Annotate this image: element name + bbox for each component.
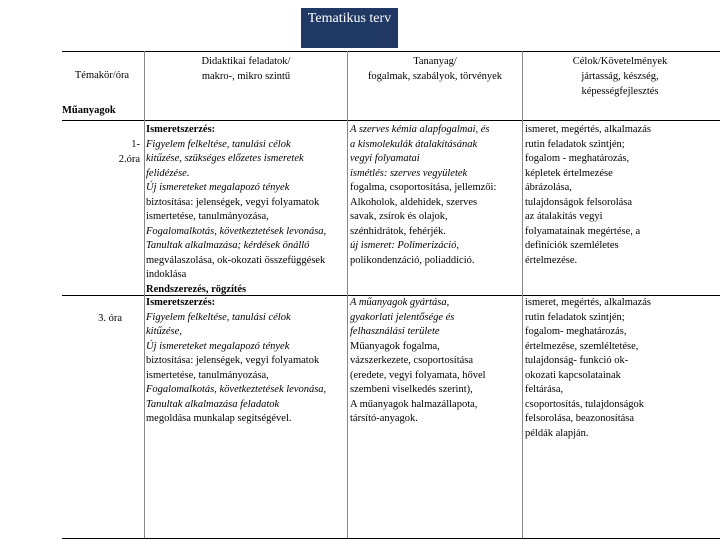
task-line: Figyelem felkeltése, tanulási célok (146, 311, 291, 323)
goal-line: fogalom- meghatározás, (525, 326, 627, 337)
material-line: fogalma, csoportosítása, jellemzői: (350, 182, 497, 193)
material-line: felhasználási területe (350, 326, 440, 337)
row1-hours (60, 138, 140, 167)
goal-line: feltárása, (525, 384, 564, 395)
row2-hours-a: 3. óra (98, 313, 122, 324)
task-line: kitűzése, szükséges előzetes ismeretek (146, 153, 304, 164)
goal-line: értelmezése. (525, 254, 578, 266)
material-line: vázszerkezete, csoportosítása (350, 355, 474, 366)
material-line: gyakorlati jelentősége és (350, 311, 455, 323)
goal-line: ábrázolása, (525, 182, 572, 193)
material-line: társító-anyagok. (350, 413, 418, 424)
goal-line: csoportosítás, tulajdonságok (525, 398, 644, 410)
material-line: (eredete, vegyi folyamata, hővel (350, 369, 486, 381)
task-line: indoklása (146, 269, 187, 280)
goal-line: rutin feladatok szintjén; (525, 138, 625, 150)
task-line: megválaszolása, ok-okozati összefüggések (146, 254, 326, 266)
goal-line: ismeret, megértés, alkalmazás (525, 297, 651, 308)
goal-line: képletek értelmezése (525, 167, 613, 179)
task-line: megoldása munkalap segítségével. (146, 413, 292, 424)
material-line: savak, zsírok és olajok, (350, 211, 448, 222)
task-line: felidézése. (146, 167, 190, 179)
row1-tasks (146, 123, 346, 297)
task-line: Fogalomalkotás, következtetések levonása, (146, 225, 327, 237)
goal-line: tulajdonságok felsorolása (525, 196, 633, 208)
task-line: ismertetése, tanulmányozása, (146, 211, 269, 222)
task-line: biztosítása: jelenségek, vegyi folyamatok (146, 196, 320, 208)
task-line: Tanultak alkalmazása feladatok (146, 398, 280, 410)
task-line: ismertetése, tanulmányozása, (146, 369, 269, 381)
goal-line: tulajdonság- funkció ok- (525, 355, 629, 366)
task-line: Figyelem felkeltése, tanulási célok (146, 138, 291, 150)
row2-material (350, 296, 522, 427)
task-line: Új ismereteket megalapozó tények (146, 182, 290, 193)
material-line: a kismolekulák átalakításának (350, 138, 478, 150)
task-line: Új ismereteket megalapozó tények (146, 340, 290, 352)
header-topic-hours: Témakör/óra (74, 70, 130, 81)
header-didactic-title: Didaktikai feladatok/ (201, 56, 291, 67)
task-line: Ismeretszerzés: (146, 124, 216, 135)
header-goals (525, 54, 715, 99)
goal-line: felsorolása, beazonosítása (525, 413, 635, 424)
goal-line: folyamatainak megértése, a (525, 225, 641, 237)
task-line: Rendszerezés, rögzítés (146, 283, 247, 295)
material-line: ismétlés: szerves vegyületek (350, 167, 468, 179)
goal-line: rutin feladatok szintjén; (525, 311, 625, 323)
goal-line: ismeret, megértés, alkalmazás (525, 124, 651, 135)
row1-hours-b: 2.óra (118, 153, 140, 165)
column-divider-3 (522, 51, 523, 538)
column-divider-2 (347, 51, 348, 538)
table-top-border (62, 51, 720, 52)
table-header-divider (62, 120, 720, 121)
header-material-sub: fogalmak, szabályok, törvények (367, 71, 503, 82)
material-line: A műanyagok halmazállapota, (350, 398, 478, 410)
table-bottom-border (62, 538, 720, 539)
header-goals-title: Célok/Követelmények (572, 56, 668, 67)
topic-label: Műanyagok (62, 105, 116, 116)
header-goals-sub1: jártasság, készség, (581, 71, 659, 82)
row2-tasks (146, 296, 346, 427)
task-line: kitűzése, (146, 326, 182, 337)
task-line: Fogalomalkotás, következtetések levonása, (146, 384, 327, 395)
task-line: Ismeretszerzés: (146, 297, 216, 308)
header-didactic-tasks (148, 54, 344, 84)
goal-line: fogalom - meghatározás, (525, 153, 630, 164)
goal-line: értelmezése, szemléltetése, (525, 340, 639, 352)
column-divider-1 (144, 51, 145, 538)
material-line: Alkoholok, aldehidek, szerves (350, 196, 478, 208)
material-line: szénhidrátok, fehérjék. (350, 225, 446, 237)
header-material (350, 54, 520, 84)
material-line: vegyi folyamatai (350, 153, 420, 164)
goal-line: az átalakítás vegyi (525, 211, 603, 222)
task-line: Tanultak alkalmazása; kérdések önálló (146, 240, 310, 251)
row2-hours (60, 312, 122, 327)
material-line: A szerves kémia alapfogalmai, és (350, 124, 490, 135)
row1-material (350, 123, 522, 268)
material-line: A műanyagok gyártása, (350, 297, 450, 308)
header-didactic-sub: makro-, mikro szintű (201, 71, 291, 82)
row1-hours-a: 1- (131, 139, 140, 150)
header-goals-sub2: képességfejlesztés (581, 86, 659, 97)
material-line: Műanyagok fogalma, (350, 340, 440, 352)
row2-goals (525, 296, 719, 441)
material-line: szembeni viselkedés szerint), (350, 384, 473, 395)
material-line: új ismeret: Polimerizáció, (350, 240, 459, 251)
goal-line: okozati kapcsolatainak (525, 369, 621, 381)
page-title: Tematikus terv (301, 8, 398, 48)
task-line: biztosítása: jelenségek, vegyi folyamatok (146, 355, 320, 366)
goal-line: példák alapján. (525, 427, 589, 439)
row1-goals (525, 123, 719, 268)
goal-line: definíciók szemléletes (525, 240, 619, 251)
material-line: polikondenzáció, poliaddíció. (350, 254, 475, 266)
header-material-title: Tananyag/ (413, 56, 457, 67)
